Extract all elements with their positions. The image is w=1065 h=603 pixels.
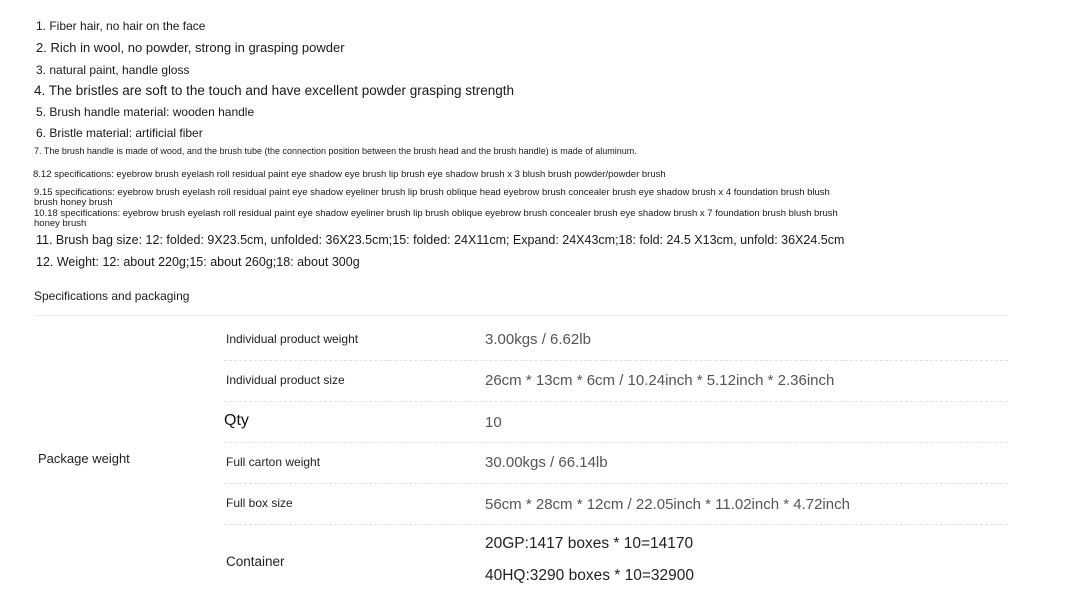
package-weight-label: Package weight xyxy=(38,451,130,466)
spec-label: Container xyxy=(226,554,285,569)
spec-label: Qty xyxy=(224,412,249,429)
feature-item: 1. Fiber hair, no hair on the face xyxy=(36,19,206,33)
section-title: Specifications and packaging xyxy=(34,289,190,303)
spec-row-individual-size xyxy=(224,361,1008,401)
divider xyxy=(36,315,1008,316)
feature-item: 11. Brush bag size: 12: folded: 9X23.5cm, unfolded: 36X23.5cm;15: folded: 24X11cm; Expand: 24X43cm;18: fold: 24.5 X13cm, unfold: 36X24.5cm xyxy=(36,233,845,247)
feature-item: 7. The brush handle is made of wood, and the brush tube (the connection position between the brush head and the brush handle) is made of aluminum. xyxy=(34,146,637,156)
feature-item: 6. Bristle material: artificial fiber xyxy=(36,126,203,140)
spec-value: 30.00kgs / 66.14lb xyxy=(485,454,608,471)
spec-row-carton-weight xyxy=(224,443,1008,483)
spec-value: 40HQ:3290 boxes * 10=32900 xyxy=(485,567,694,584)
spec-row-individual-weight xyxy=(224,320,1008,360)
spec-value: 56cm * 28cm * 12cm / 22.05inch * 11.02inch * 4.72inch xyxy=(485,496,850,513)
spec-value: 10 xyxy=(485,414,502,431)
feature-item: 4. The bristles are soft to the touch and have excellent powder grasping strength xyxy=(34,83,515,98)
spec-value: 3.00kgs / 6.62lb xyxy=(485,331,591,348)
spec-label: Full carton weight xyxy=(226,455,321,469)
feature-item: 5. Brush handle material: wooden handle xyxy=(36,105,255,119)
spec-row-container xyxy=(224,525,1008,595)
spec-label: Full box size xyxy=(226,496,293,510)
feature-item: 9.15 specifications: eyebrow brush eyelash roll residual paint eye shadow eyeliner brush lip brush oblique head eyebrow brush concealer brush eye shadow brush x 4 foundation brush blush brush honey brush xyxy=(34,187,830,208)
spec-label: Individual product size xyxy=(226,373,345,387)
feature-item: 10.18 specifications: eyebrow brush eyelash roll residual paint eye shadow eyeliner brush lip brush oblique eyebrow brush concealer brush eye shadow brush x 7 foundation brush blush brush honey brush xyxy=(34,208,838,229)
spec-label: Individual product weight xyxy=(226,332,359,346)
feature-item: 12. Weight: 12: about 220g;15: about 260g;18: about 300g xyxy=(36,255,360,269)
feature-item: 3. natural paint, handle gloss xyxy=(36,63,190,77)
spec-value: 26cm * 13cm * 6cm / 10.24inch * 5.12inch * 2.36inch xyxy=(485,372,835,389)
spec-row-qty xyxy=(224,402,1008,442)
feature-item: 8.12 specifications: eyebrow brush eyelash roll residual paint eye shadow eye brush lip brush eye shadow brush x 3 blush brush powder/powder brush xyxy=(33,169,666,180)
spec-value: 20GP:1417 boxes * 10=14170 xyxy=(485,535,694,552)
feature-item: 2. Rich in wool, no powder, strong in grasping powder xyxy=(36,40,345,55)
spec-row-box-size xyxy=(224,484,1008,524)
